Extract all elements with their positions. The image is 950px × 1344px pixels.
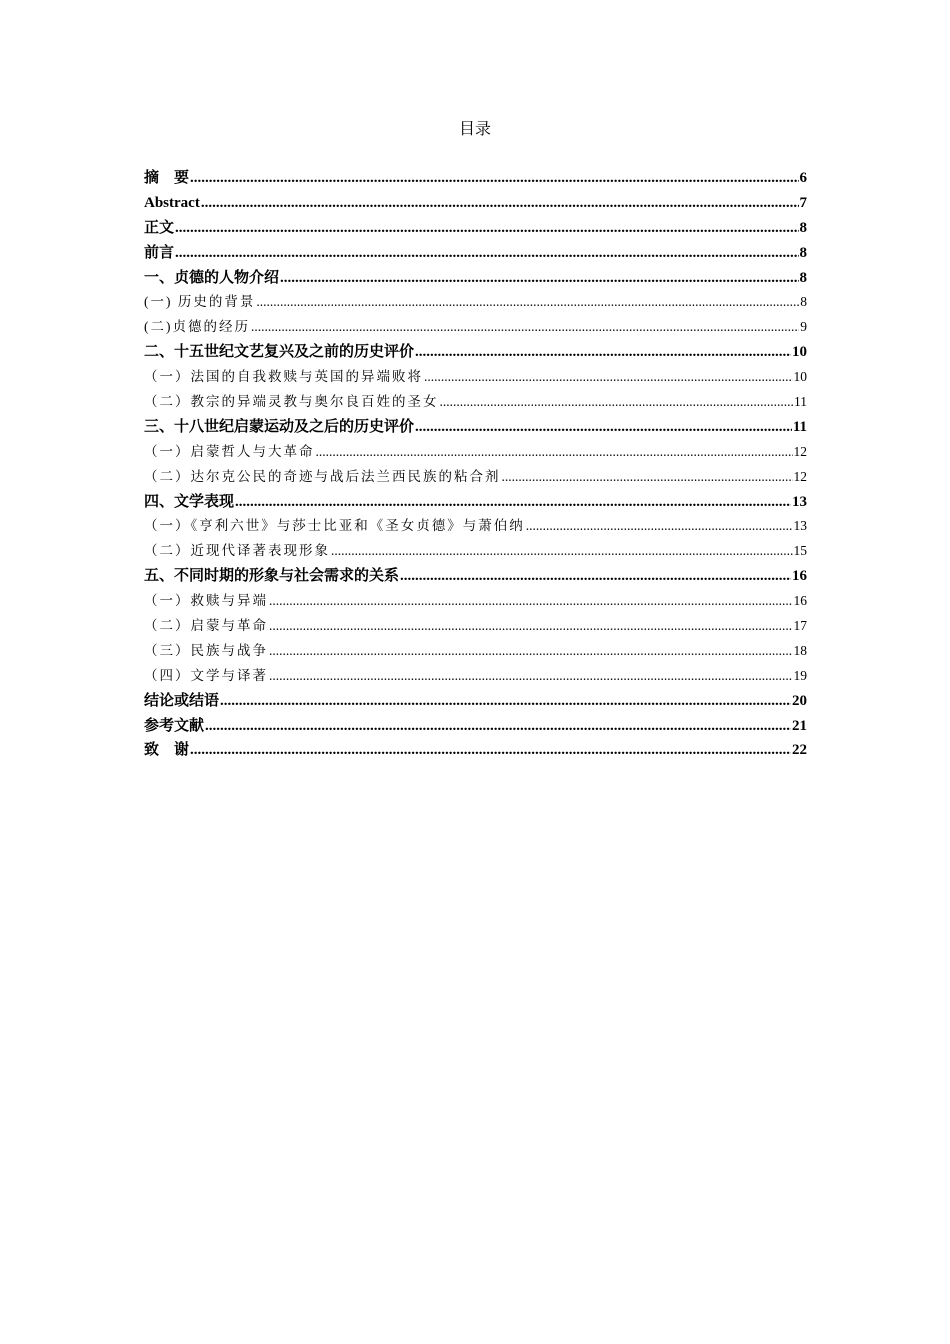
toc-entry-chapter-3[interactable] <box>144 415 807 440</box>
toc-entry-section-5-2[interactable] <box>144 614 807 639</box>
toc-entry-chapter-2[interactable] <box>144 340 807 365</box>
toc-entry-page: 18 <box>793 642 807 658</box>
toc-dot-leader <box>256 290 799 315</box>
toc-entry-label: （一）《亨利六世》与莎士比亚和《圣女贞德》与萧伯纳 <box>144 518 525 534</box>
toc-entry-preface[interactable] <box>144 241 807 266</box>
toc-dot-leader <box>190 738 791 763</box>
toc-entry-label: 二、十五世纪文艺复兴及之前的历史评价 <box>144 344 415 361</box>
toc-entry-page: 11 <box>792 418 807 435</box>
toc-dot-leader <box>201 191 799 216</box>
toc-entry-page: 13 <box>792 493 807 510</box>
toc-entry-section-4-1[interactable] <box>144 514 807 539</box>
toc-entry-label: （一）法国的自我救赎与英国的异端败将 <box>144 369 423 385</box>
toc-dot-leader <box>415 415 792 440</box>
toc-entry-label: （一）启蒙哲人与大革命 <box>144 443 315 459</box>
toc-entry-label: 前言 <box>144 244 175 261</box>
toc-dot-leader <box>251 315 799 340</box>
toc-entry-section-5-4[interactable] <box>144 664 807 689</box>
toc-entry-section-4-2[interactable] <box>144 539 807 564</box>
toc-dot-leader <box>400 564 791 589</box>
toc-entry-label: （二）教宗的异端灵教与奥尔良百姓的圣女 <box>144 394 439 410</box>
toc-dot-leader <box>190 166 798 191</box>
toc-entry-page: 12 <box>793 443 807 459</box>
toc-entry-label: （一）救赎与异端 <box>144 593 268 609</box>
toc-dot-leader <box>415 340 791 365</box>
toc-entry-section-5-3[interactable] <box>144 639 807 664</box>
toc-entry-page: 8 <box>799 219 807 236</box>
toc-entry-section-2-1[interactable] <box>144 365 807 390</box>
toc-entry-label: （四）文学与译著 <box>144 667 268 683</box>
toc-entry-page: 12 <box>793 468 807 484</box>
toc-entry-label: 结论或结语 <box>144 692 220 709</box>
toc-entry-page: 13 <box>793 518 807 534</box>
toc-entry-label: (二)贞德的经历 <box>144 319 250 335</box>
toc-entry-page: 8 <box>799 269 807 286</box>
toc-dot-leader <box>175 241 798 266</box>
toc-entry-page: 8 <box>800 294 807 310</box>
toc-entry-page: 11 <box>794 394 807 410</box>
toc-entry-page: 17 <box>793 618 807 634</box>
toc-entry-label: 摘 要 <box>144 170 190 186</box>
toc-entry-chapter-1[interactable] <box>144 266 807 291</box>
toc-dot-leader <box>220 689 791 714</box>
toc-entry-page: 15 <box>793 543 807 559</box>
toc-dot-leader <box>269 614 793 639</box>
toc-entry-label: （二）达尔克公民的奇迹与战后法兰西民族的粘合剂 <box>144 468 501 484</box>
toc-dot-leader <box>331 539 793 564</box>
toc-entry-chapter-5[interactable] <box>144 564 807 589</box>
toc-dot-leader <box>316 440 793 465</box>
toc-entry-label: 参考文献 <box>144 717 205 734</box>
toc-dot-leader <box>175 216 798 241</box>
toc-entry-page: 20 <box>792 692 807 709</box>
toc-entry-label: （三）民族与战争 <box>144 642 268 658</box>
toc-dot-leader <box>440 390 794 415</box>
toc-entry-section-3-2[interactable] <box>144 465 807 490</box>
toc-entry-page: 10 <box>793 369 807 385</box>
toc-entry-label: （二）近现代译著表现形象 <box>144 543 330 559</box>
toc-entry-references[interactable] <box>144 714 807 739</box>
toc-entry-label: 致 谢 <box>144 742 190 759</box>
toc-entry-label: (一) 历史的背景 <box>144 294 256 310</box>
toc-list <box>144 166 807 763</box>
toc-entry-section-1-2[interactable] <box>144 315 807 340</box>
toc-entry-page: 8 <box>799 244 807 261</box>
toc-entry-page: 9 <box>800 319 807 335</box>
toc-dot-leader <box>269 589 793 614</box>
toc-entry-label: （二）启蒙与革命 <box>144 618 268 634</box>
toc-dot-leader <box>235 490 791 515</box>
toc-entry-page: 10 <box>792 344 807 361</box>
toc-entry-page: 16 <box>792 568 807 585</box>
toc-entry-label: 四、文学表现 <box>144 493 235 510</box>
toc-entry-section-3-1[interactable] <box>144 440 807 465</box>
toc-entry-section-1-1[interactable] <box>144 290 807 315</box>
toc-entry-label: 五、不同时期的形象与社会需求的关系 <box>144 568 400 585</box>
toc-entry-section-5-1[interactable] <box>144 589 807 614</box>
toc-entry-page: 21 <box>792 717 807 734</box>
toc-dot-leader <box>502 465 793 490</box>
toc-entry-conclusion[interactable] <box>144 689 807 714</box>
toc-entry-main-text[interactable] <box>144 216 807 241</box>
toc-entry-label: 正文 <box>144 219 175 236</box>
toc-entry-page: 16 <box>793 593 807 609</box>
toc-entry-page: 19 <box>793 667 807 683</box>
toc-entry-chapter-4[interactable] <box>144 490 807 515</box>
toc-entry-acknowledgements[interactable] <box>144 738 807 763</box>
toc-entry-label: Abstract <box>144 194 200 211</box>
toc-dot-leader <box>269 664 793 689</box>
toc-entry-abstract-en[interactable] <box>144 191 807 216</box>
toc-entry-abstract-cn[interactable] <box>144 166 807 191</box>
toc-entry-label: 一、贞德的人物介绍 <box>144 269 280 286</box>
toc-dot-leader <box>280 266 798 291</box>
toc-dot-leader <box>205 714 791 739</box>
toc-entry-page: 6 <box>799 170 807 186</box>
toc-entry-label: 三、十八世纪启蒙运动及之后的历史评价 <box>144 418 415 435</box>
toc-title: 目录 <box>458 119 491 138</box>
toc-entry-page: 7 <box>799 194 807 211</box>
toc-dot-leader <box>424 365 793 390</box>
toc-entry-section-2-2[interactable] <box>144 390 807 415</box>
toc-entry-page: 22 <box>792 742 807 759</box>
toc-dot-leader <box>269 639 793 664</box>
toc-dot-leader <box>526 514 793 539</box>
